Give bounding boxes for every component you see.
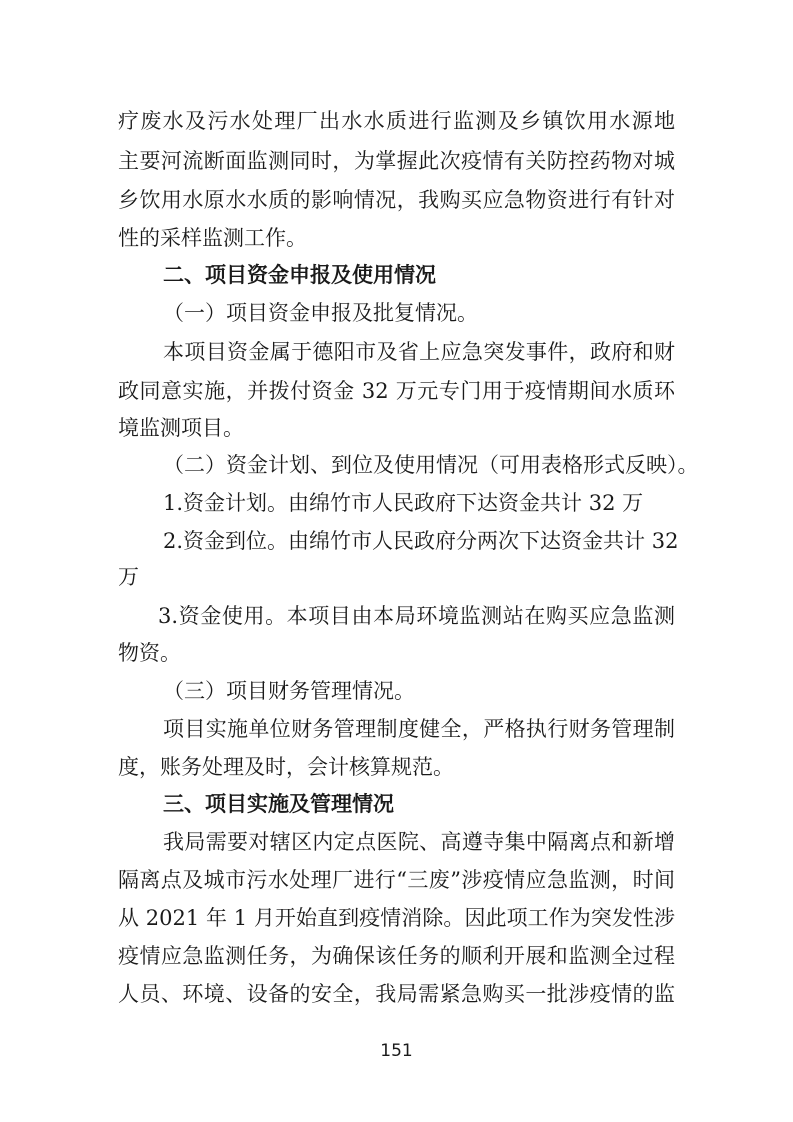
body-line: 疫情应急监测任务，为确保该任务的顺利开展和监测全过程 <box>118 944 675 968</box>
page-number: 151 <box>380 1041 413 1061</box>
body-line: 物资。 <box>118 641 181 665</box>
body-line: 本项目资金属于德阳市及省上应急突发事件，政府和财 <box>163 340 675 364</box>
body-line: 主要河流断面监测同时，为掌握此次疫情有关防控药物对城 <box>118 149 675 173</box>
body-line: 性的采样监测工作。 <box>118 226 307 250</box>
body-line: 万 <box>118 565 139 589</box>
section-heading-2: 二、项目资金申报及使用情况 <box>163 263 436 287</box>
body-line: 隔离点及城市污水处理厂进行“三废”涉疫情应急监测，时间 <box>118 868 675 892</box>
body-line: 我局需要对辖区内定点医院、高遵寺集中隔离点和新增 <box>163 830 675 854</box>
subsection-heading-3: （三）项目财务管理情况。 <box>163 679 415 703</box>
body-line: 从 2021 年 1 月开始直到疫情消除。因此项工作为突发性涉 <box>118 906 675 930</box>
section-heading-3: 三、项目实施及管理情况 <box>163 792 394 816</box>
body-line: 度，账务处理及时，会计核算规范。 <box>118 755 454 779</box>
subsection-heading-2: （二）资金计划、到位及使用情况（可用表格形式反映）。 <box>163 453 699 477</box>
body-line: 政同意实施，并拨付资金 32 万元专门用于疫情期间水质环 <box>118 379 675 403</box>
body-line: 1.资金计划。由绵竹市人民政府下达资金共计 32 万 <box>163 491 644 515</box>
body-line: 境监测项目。 <box>118 416 244 440</box>
body-line: 乡饮用水原水水质的影响情况，我购买应急物资进行有针对 <box>118 188 675 212</box>
body-line: 人员、环境、设备的安全，我局需紧急购买一批涉疫情的监 <box>118 982 675 1006</box>
body-line: 3.资金使用。本项目由本局环境监测站在购买应急监测 <box>158 604 675 628</box>
body-line: 2.资金到位。由绵竹市人民政府分两次下达资金共计 32 <box>163 529 679 553</box>
subsection-heading-1: （一）项目资金申报及批复情况。 <box>163 301 478 325</box>
body-line: 疗废水及污水处理厂出水水质进行监测及乡镇饮用水源地 <box>118 109 675 133</box>
body-line: 项目实施单位财务管理制度健全，严格执行财务管理制 <box>163 717 675 741</box>
